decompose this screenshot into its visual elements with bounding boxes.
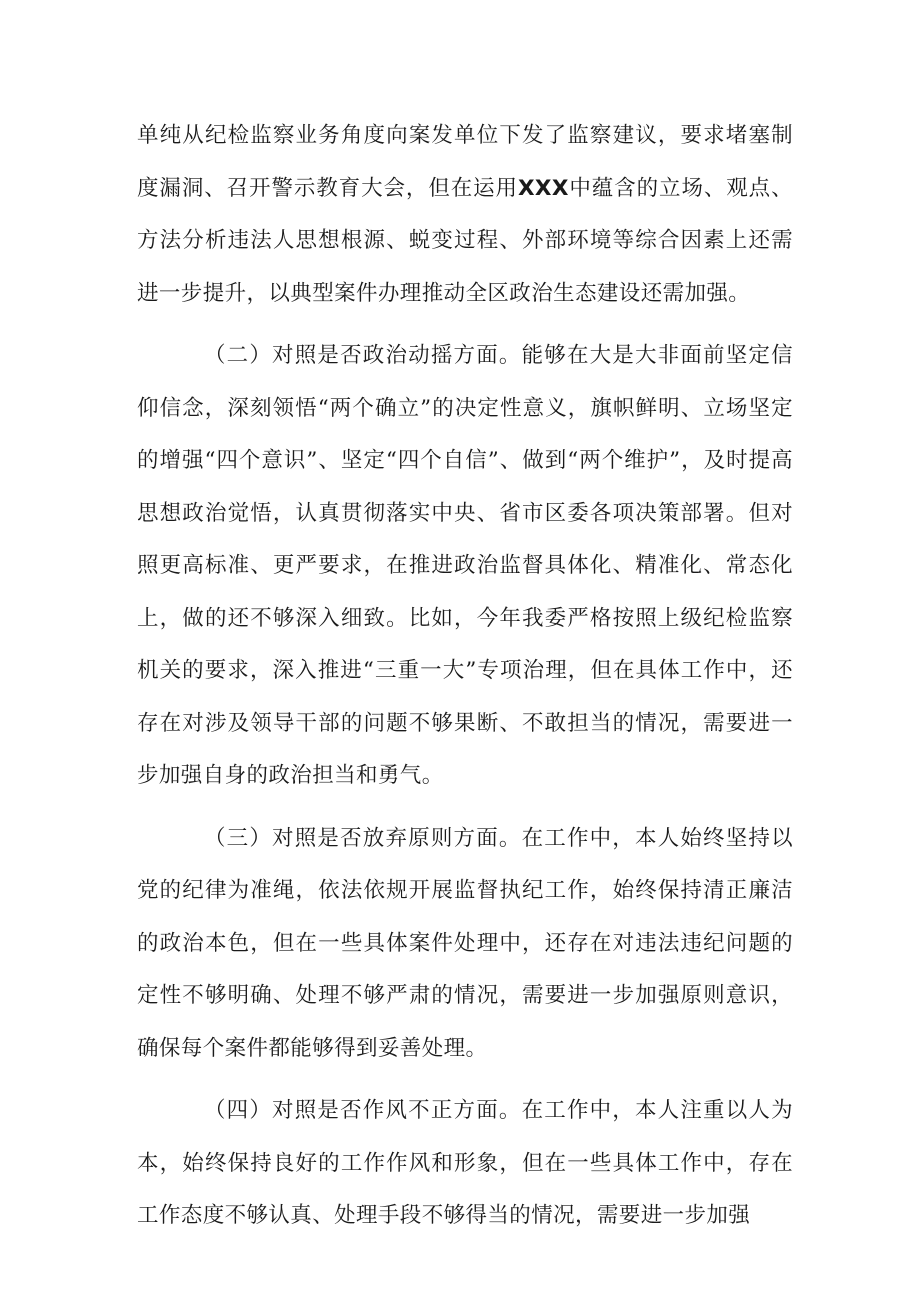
- paragraph-text: （三）对照是否放弃原则方面。在工作中，本人始终坚持以党的纪律为准绳，依法依规开展监督执纪工作，始终保持清正廉洁的政治本色，但在一些具体案件处理中，还存在对违法违纪问题的定性不够明确、处理不够严肃的情况，需要进一步加强原则意识，确保每个案件都能够得到妥善处理。: [137, 825, 793, 1061]
- paragraph-4: [137, 1085, 793, 1243]
- document-body: [137, 110, 793, 1243]
- paragraph-text: 单纯从纪检监察业务角度向案发单位下发了监察建议，要求堵塞制度漏洞、召开警示教育大会，但在运用: [137, 123, 793, 201]
- placeholder-term: XXX: [517, 175, 569, 201]
- paragraph-text: （四）对照是否作风不正方面。在工作中，本人注重以人为本，始终保持良好的工作作风和形象，但在一些具体工作中，存在工作态度不够认真、处理手段不够得当的情况，需要进一步加强: [137, 1098, 793, 1228]
- paragraph-3: [137, 813, 793, 1076]
- paragraph-text: 中蕴含的立场、观点、方法分析违法人思想根源、蜕变过程、外部环境等综合因素上还需进一步提升，以典型案件办理推动全区政治生态建设还需加强。: [137, 175, 793, 306]
- paragraph-text: （二）对照是否政治动摇方面。能够在大是大非面前坚定信仰信念，深刻领悟“两个确立”的决定性意义，旗帜鲜明、立场坚定的增强“四个意识”、坚定“四个自信”、做到“两个维护”，及时提高思想政治觉悟，认真贯彻落实中央、省市区委各项决策部署。但对照更高标准、更严要求，在推进政治监督具体化、精准化、常态化上，做的还不够深入细致。比如，今年我委严格按照上级纪检监察机关的要求，深入推进“三重一大”专项治理，但在具体工作中，还存在对涉及领导干部的问题不够果断、不敢担当的情况，需要进一步加强自身的政治担当和勇气。: [137, 343, 793, 788]
- paragraph-1: [137, 110, 793, 320]
- paragraph-2: [137, 330, 793, 803]
